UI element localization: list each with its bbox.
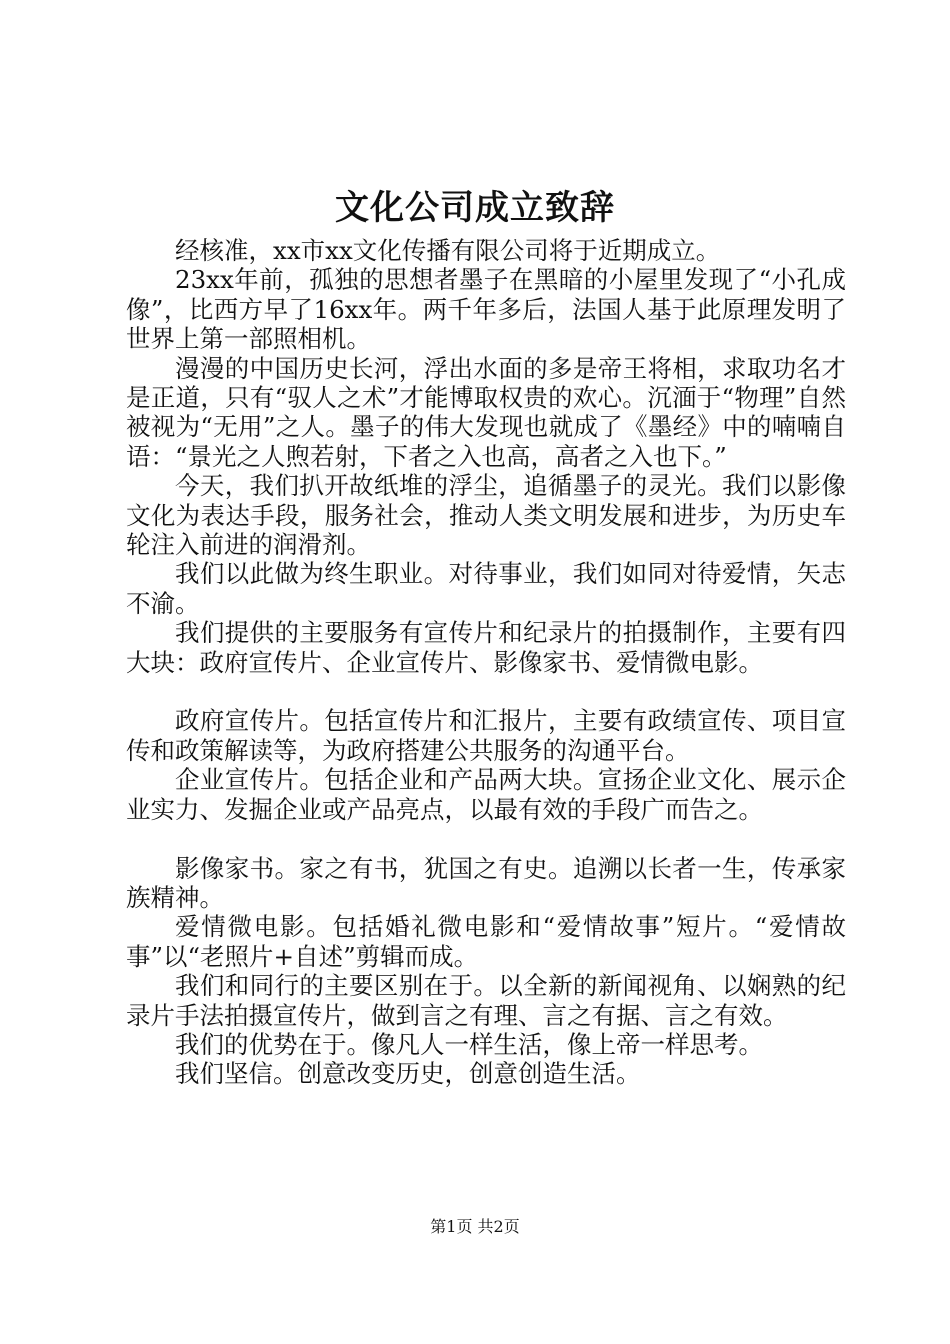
paragraph: 影像家书。家之有书，犹国之有史。追溯以长者一生，传承家族精神。 (126, 853, 846, 912)
paragraph: 企业宣传片。包括企业和产品两大块。宣扬企业文化、展示企业实力、发掘企业或产品亮点，以最有效的手段广而告之。 (126, 765, 846, 824)
paragraph: 今天，我们扒开故纸堆的浮尘，追循墨子的灵光。我们以影像文化为表达手段，服务社会，推动人类文明发展和进步，为历史车轮注入前进的润滑剂。 (126, 471, 846, 560)
paragraph: 我们提供的主要服务有宣传片和纪录片的拍摄制作，主要有四大块：政府宣传片、企业宣传片、影像家书、爱情微电影。 (126, 618, 846, 677)
paragraph: 23xx年前，孤独的思想者墨子在黑暗的小屋里发现了“小孔成像”，比西方早了16xx年。两千年多后，法国人基于此原理发明了世界上第一部照相机。 (126, 265, 846, 354)
page-number-footer: 第1页 共2页 (430, 1217, 520, 1236)
paragraph: 我们和同行的主要区别在于。以全新的新闻视角、以娴熟的纪录片手法拍摄宣传片，做到言之有理、言之有据、言之有效。 (126, 971, 846, 1030)
paragraph: 政府宣传片。包括宣传片和汇报片，主要有政绩宣传、项目宣传和政策解读等，为政府搭建公共服务的沟通平台。 (126, 706, 846, 765)
paragraph: 漫漫的中国历史长河，浮出水面的多是帝王将相，求取功名才是正道，只有“驭人之术”才能博取权贵的欢心。沉湎于“物理”自然被视为“无用”之人。墨子的伟大发现也就成了《墨经》中的喃喃自语：“景光之人煦若射，下者之入也高，高者之入也下。” (126, 353, 846, 471)
document-body (126, 236, 846, 1089)
paragraph: 我们坚信。创意改变历史，创意创造生活。 (175, 1059, 641, 1089)
paragraph: 我们以此做为终生职业。对待事业，我们如同对待爱情，矢志不渝。 (126, 559, 846, 618)
paragraph: 经核准，xx市xx文化传播有限公司将于近期成立。 (175, 236, 721, 265)
page-title: 文化公司成立致辞 (335, 188, 615, 228)
paragraph: 爱情微电影。包括婚礼微电影和“爱情故事”短片。“爱情故事”以“老照片+自述”剪辑而成。 (126, 912, 846, 971)
paragraph: 我们的优势在于。像凡人一样生活，像上帝一样思考。 (175, 1029, 763, 1059)
